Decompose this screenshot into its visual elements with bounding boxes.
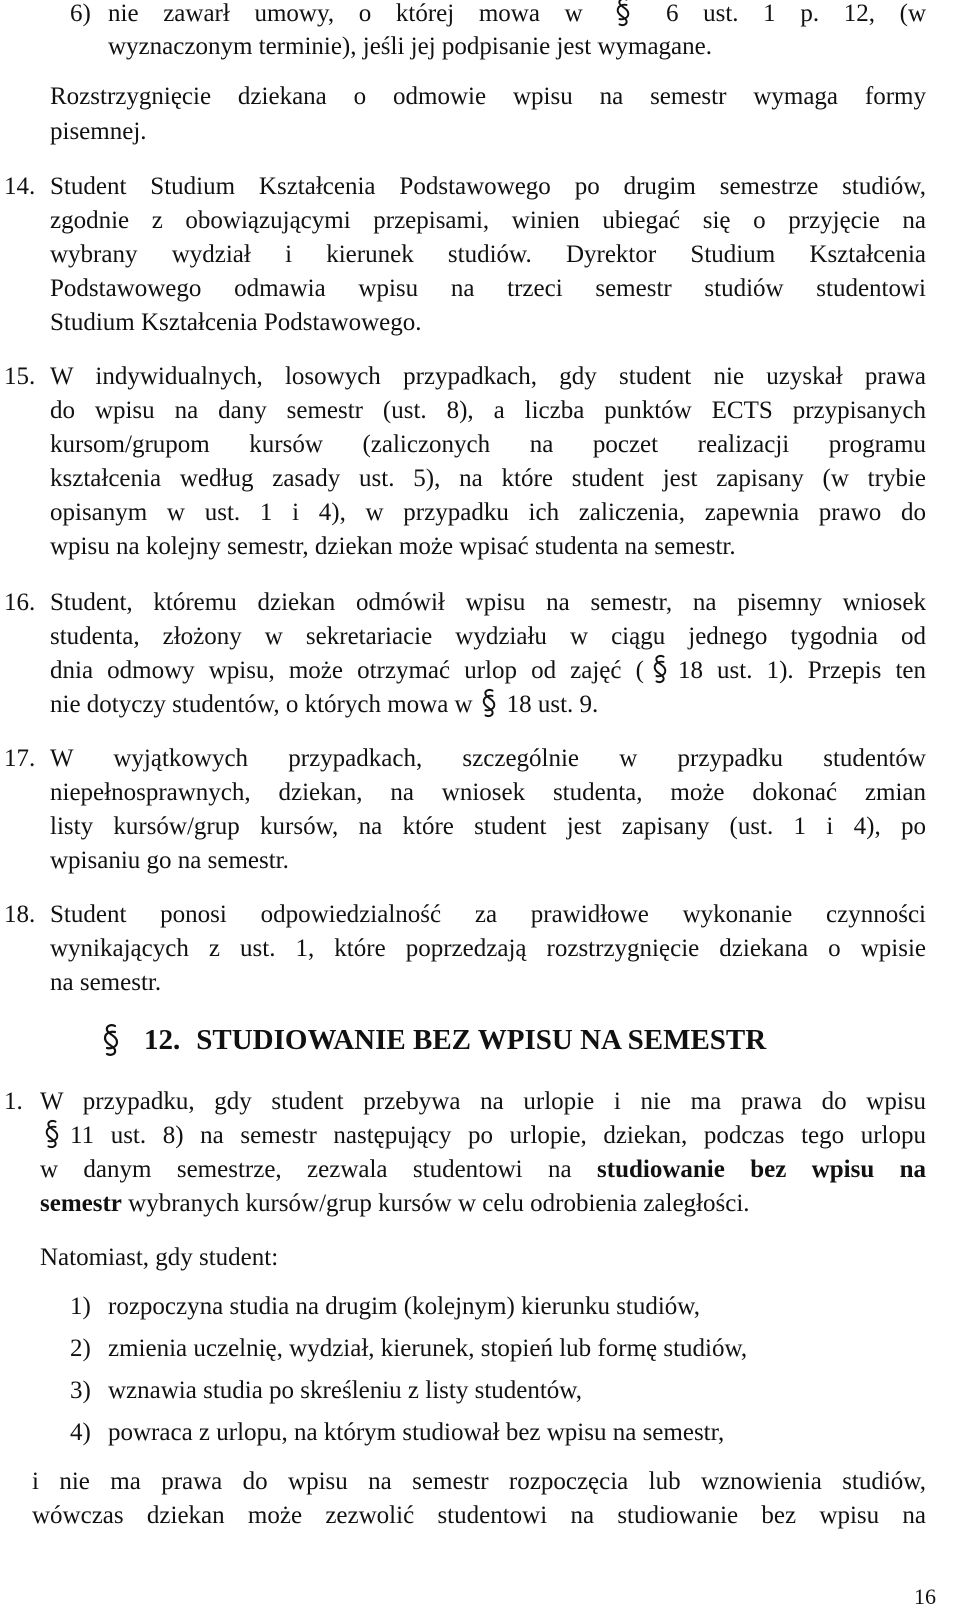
list-item-text: powraca z urlopu, na którym studiował bez wpisu na semestr,	[108, 1419, 725, 1446]
section-sign-icon	[40, 1119, 64, 1149]
intro-line: Natomiast, gdy student:	[40, 1244, 279, 1271]
paragraph-line: wpisaniu go na semestr.	[50, 847, 289, 874]
list-item-number: 6)	[70, 0, 91, 27]
closing-line: i nie ma prawa do wpisu na semestr rozpoczęcia lub wznowienia studiów,	[32, 1468, 926, 1495]
page-number: 16	[914, 1584, 936, 1609]
list-item-text: wznawia studia po skreśleniu z listy studentów,	[108, 1377, 582, 1404]
list-item-text: rozpoczyna studia na drugim (kolejnym) kierunku studiów,	[108, 1293, 700, 1320]
paragraph-number: 14.	[4, 173, 36, 200]
paragraph-number: 15.	[4, 363, 36, 390]
section-sign-icon	[98, 1023, 124, 1057]
paragraph-number: 16.	[4, 589, 36, 616]
paragraph-number: 17.	[4, 745, 36, 772]
section-sign-icon	[477, 688, 501, 718]
paragraph-line: Student ponosi odpowiedzialność za prawidłowe wykonanie czynności	[50, 901, 926, 928]
paragraph-line: nie dotyczy studentów, o których mowa w 18 ust. 9.	[50, 688, 598, 722]
paragraph-line: niepełnosprawnych, dziekan, na wniosek studenta, może dokonać zmian	[50, 779, 926, 806]
paragraph-line: W przypadku, gdy student przebywa na urlopie i nie ma prawa do wpisu	[40, 1088, 926, 1115]
paragraph-line: semestr wybranych kursów/grup kursów w celu odrobienia zaległości.	[40, 1190, 750, 1217]
paragraph-line: Studium Kształcenia Podstawowego.	[50, 309, 422, 336]
paragraph-line: kursom/grupom kursów (zaliczonych na poczet realizacji programu	[50, 431, 926, 458]
paragraph-line: Student, któremu dziekan odmówił wpisu na semestr, na pisemny wniosek	[50, 589, 926, 616]
section-sign-icon	[648, 654, 672, 684]
paragraph-line: wpisu na kolejny semestr, dziekan może wpisać studenta na semestr.	[50, 533, 736, 560]
paragraph-line: w danym semestrze, zezwala studentowi na studiowanie bez wpisu na	[40, 1156, 927, 1183]
paragraph-line: W wyjątkowych przypadkach, szczególnie w przypadku studentów	[50, 745, 926, 772]
paragraph-line: listy kursów/grup kursów, na które student jest zapisany (ust. 1 i 4), po	[50, 813, 926, 840]
paragraph-line: Student Studium Kształcenia Podstawowego po drugim semestrze studiów,	[50, 173, 926, 200]
list-item-number: 4)	[70, 1419, 91, 1446]
paragraph-line: pisemnej.	[50, 118, 147, 145]
paragraph-line: zgodnie z obowiązującymi przepisami, winien ubiegać się o przyjęcie na	[50, 207, 926, 234]
list-item-number: 2)	[70, 1335, 91, 1362]
paragraph-line: opisanym w ust. 1 i 4), w przypadku ich zaliczenia, zapewnia prawo do	[50, 499, 926, 526]
list-item-line: wyznaczonym terminie), jeśli jej podpisanie jest wymagane.	[108, 33, 712, 60]
list-item-line: nie zawarł umowy, o której mowa w 6 ust. 1 p. 12, (w	[108, 0, 926, 31]
list-item-text: zmienia uczelnię, wydział, kierunek, stopień lub formę studiów,	[108, 1335, 748, 1362]
section-heading	[98, 1021, 766, 1059]
paragraph-line: studenta, złożony w sekretariacie wydziału w ciągu jednego tygodnia od	[50, 623, 926, 650]
list-item-number: 3)	[70, 1377, 91, 1404]
paragraph-line: kształcenia według zasady ust. 5), na które student jest zapisany (w trybie	[50, 465, 926, 492]
list-item-number: 1)	[70, 1293, 91, 1320]
section-number: 12.	[144, 1024, 181, 1056]
paragraph-line: wynikających z ust. 1, które poprzedzają rozstrzygnięcie dziekana o wpisie	[50, 935, 926, 962]
paragraph-line: Podstawowego odmawia wpisu na trzeci semestr studiów studentowi	[50, 275, 926, 302]
paragraph-line: W indywidualnych, losowych przypadkach, gdy student nie uzyskał prawa	[50, 363, 926, 390]
paragraph-line: dnia odmowy wpisu, może otrzymać urlop od zajęć ( 18 ust. 1). Przepis ten	[50, 654, 926, 688]
section-title: STUDIOWANIE BEZ WPISU NA SEMESTR	[196, 1024, 767, 1056]
closing-line: wówczas dziekan może zezwolić studentowi na studiowanie bez wpisu na	[32, 1502, 926, 1529]
paragraph-line: Rozstrzygnięcie dziekana o odmowie wpisu na semestr wymaga formy	[50, 83, 926, 110]
paragraph-line: wybrany wydział i kierunek studiów. Dyrektor Studium Kształcenia	[50, 241, 926, 268]
section-sign-icon	[611, 0, 635, 27]
paragraph-number: 18.	[4, 901, 36, 928]
paragraph-line: do wpisu na dany semestr (ust. 8), a liczba punktów ECTS przypisanych	[50, 397, 926, 424]
paragraph-number: 1.	[4, 1088, 23, 1115]
paragraph-line: na semestr.	[50, 969, 162, 996]
paragraph-line: 11 ust. 8) na semestr następujący po urlopie, dziekan, podczas tego urlopu	[40, 1119, 926, 1153]
